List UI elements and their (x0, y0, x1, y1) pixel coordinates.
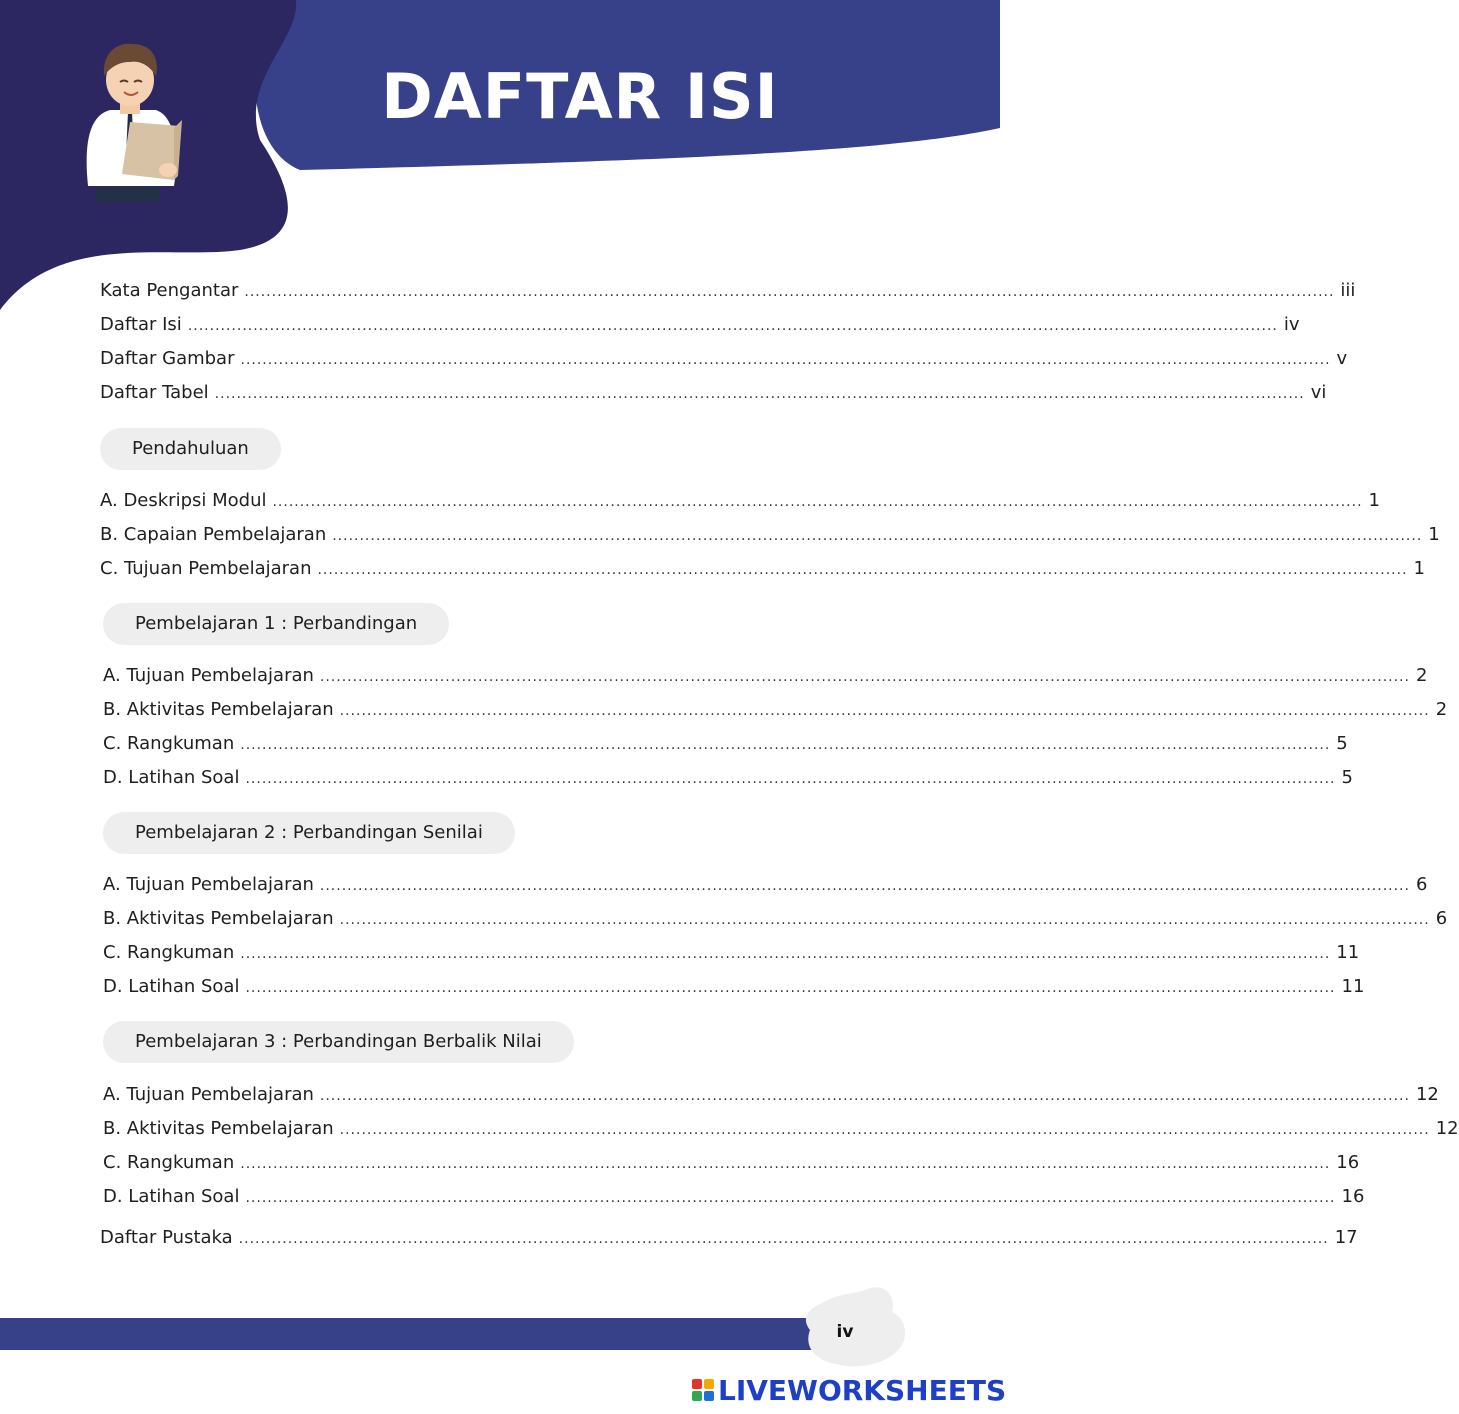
toc-entry-label: A. Tujuan Pembelajaran (103, 874, 314, 895)
toc-entry-page: 2 (1435, 699, 1448, 720)
toc-entry[interactable] (100, 520, 1440, 550)
toc-entry-label: B. Aktivitas Pembelajaran (103, 1118, 334, 1139)
dot-leader: ........................................................................................................................................................................................................ (240, 946, 1331, 962)
teacher-illustration (70, 36, 200, 206)
toc-entry-label: A. Tujuan Pembelajaran (103, 665, 314, 686)
toc-entry-page: 5 (1341, 767, 1353, 788)
dot-leader: ........................................................................................................................................................................................................ (244, 284, 1335, 300)
toc-entry-label: C. Rangkuman (103, 942, 235, 963)
dot-leader: ........................................................................................................................................................................................................ (339, 703, 1430, 719)
toc-entry[interactable] (103, 1114, 1459, 1144)
toc-entry-label: Kata Pengantar (100, 280, 239, 301)
liveworksheets-logo-icon (692, 1379, 714, 1401)
dot-leader: ........................................................................................................................................................................................................ (240, 737, 1331, 753)
toc-entry-label: A. Deskripsi Modul (100, 490, 267, 511)
toc-entry[interactable] (100, 1223, 1358, 1253)
page-title: DAFTAR ISI (381, 60, 779, 133)
toc-entry-label: A. Tujuan Pembelajaran (103, 1084, 314, 1105)
toc-entry[interactable] (100, 554, 1425, 584)
toc-entry[interactable] (103, 938, 1360, 968)
toc-entry-page: vi (1310, 382, 1327, 403)
toc-entry-page: 16 (1336, 1152, 1360, 1173)
toc-entry-page: 12 (1415, 1084, 1439, 1105)
toc-entry[interactable] (100, 378, 1327, 408)
toc-entry-label: C. Rangkuman (103, 733, 235, 754)
dot-leader: ........................................................................................................................................................................................................ (245, 771, 1336, 787)
dot-leader: ........................................................................................................................................................................................................ (317, 562, 1408, 578)
toc-entry-label: D. Latihan Soal (103, 1186, 240, 1207)
toc-entry[interactable] (100, 276, 1356, 306)
toc-entry[interactable] (103, 661, 1428, 691)
toc-entry[interactable] (103, 904, 1448, 934)
dot-leader: ........................................................................................................................................................................................................ (245, 980, 1336, 996)
dot-leader: ........................................................................................................................................................................................................ (238, 1231, 1329, 1247)
toc-entry-label: Daftar Isi (100, 314, 182, 335)
toc-entry[interactable] (103, 1148, 1360, 1178)
toc-entry-page: 16 (1341, 1186, 1365, 1207)
section-heading: Pendahuluan (100, 428, 281, 470)
section-heading: Pembelajaran 3 : Perbandingan Berbalik Nilai (103, 1021, 574, 1063)
toc-entry[interactable] (103, 1080, 1439, 1110)
dot-leader: ........................................................................................................................................................................................................ (339, 912, 1430, 928)
toc-entry-page: 12 (1435, 1118, 1459, 1139)
toc-entry[interactable] (103, 695, 1448, 725)
toc-entry[interactable] (103, 972, 1365, 1002)
dot-leader: ........................................................................................................................................................................................................ (214, 386, 1305, 402)
toc-entry-page: v (1336, 348, 1348, 369)
toc-entry-label: Daftar Gambar (100, 348, 235, 369)
toc-entry[interactable] (100, 486, 1380, 516)
toc-entry-page: 17 (1334, 1227, 1358, 1248)
toc-entry-label: D. Latihan Soal (103, 976, 240, 997)
dot-leader: ........................................................................................................................................................................................................ (319, 1088, 1410, 1104)
toc-entry-label: B. Aktivitas Pembelajaran (103, 908, 334, 929)
footer-bar (0, 1318, 830, 1350)
dot-leader: ........................................................................................................................................................................................................ (272, 494, 1363, 510)
dot-leader: ........................................................................................................................................................................................................ (240, 352, 1331, 368)
toc-entry-page: 11 (1336, 942, 1360, 963)
toc-entry-page: iii (1340, 280, 1356, 301)
toc-entry-page: 6 (1415, 874, 1428, 895)
toc-entry[interactable] (100, 310, 1300, 340)
dot-leader: ........................................................................................................................................................................................................ (319, 669, 1410, 685)
toc-entry[interactable] (103, 1182, 1365, 1212)
toc-entry-page: 6 (1435, 908, 1448, 929)
toc-entry-page: 2 (1415, 665, 1428, 686)
toc-entry-label: B. Aktivitas Pembelajaran (103, 699, 334, 720)
toc-entry-page: 5 (1336, 733, 1348, 754)
toc-entry-page: 11 (1341, 976, 1365, 997)
page-number: iv (836, 1322, 854, 1342)
dot-leader: ........................................................................................................................................................................................................ (187, 318, 1278, 334)
section-heading: Pembelajaran 1 : Perbandingan (103, 603, 449, 645)
toc-entry-label: C. Tujuan Pembelajaran (100, 558, 312, 579)
toc-entry-label: B. Capaian Pembelajaran (100, 524, 327, 545)
toc-entry[interactable] (100, 344, 1348, 374)
toc-entry[interactable] (103, 729, 1348, 759)
toc-entry-page: 1 (1368, 490, 1380, 511)
brand-name: LIVEWORKSHEETS (718, 1373, 1007, 1407)
toc-entry-label: C. Rangkuman (103, 1152, 235, 1173)
dot-leader: ........................................................................................................................................................................................................ (245, 1190, 1336, 1206)
toc-entry-page: 1 (1428, 524, 1440, 545)
dot-leader: ........................................................................................................................................................................................................ (319, 878, 1410, 894)
toc-entry-page: iv (1283, 314, 1300, 335)
toc-entry[interactable] (103, 870, 1428, 900)
toc-entry-label: D. Latihan Soal (103, 767, 240, 788)
toc-entry[interactable] (103, 763, 1353, 793)
section-heading: Pembelajaran 2 : Perbandingan Senilai (103, 812, 515, 854)
toc-entry-label: Daftar Tabel (100, 382, 209, 403)
dot-leader: ........................................................................................................................................................................................................ (240, 1156, 1331, 1172)
toc-entry-page: 1 (1413, 558, 1425, 579)
dot-leader: ........................................................................................................................................................................................................ (332, 528, 1423, 544)
liveworksheets-watermark[interactable] (692, 1370, 1006, 1410)
toc-entry-label: Daftar Pustaka (100, 1227, 233, 1248)
dot-leader: ........................................................................................................................................................................................................ (339, 1122, 1430, 1138)
